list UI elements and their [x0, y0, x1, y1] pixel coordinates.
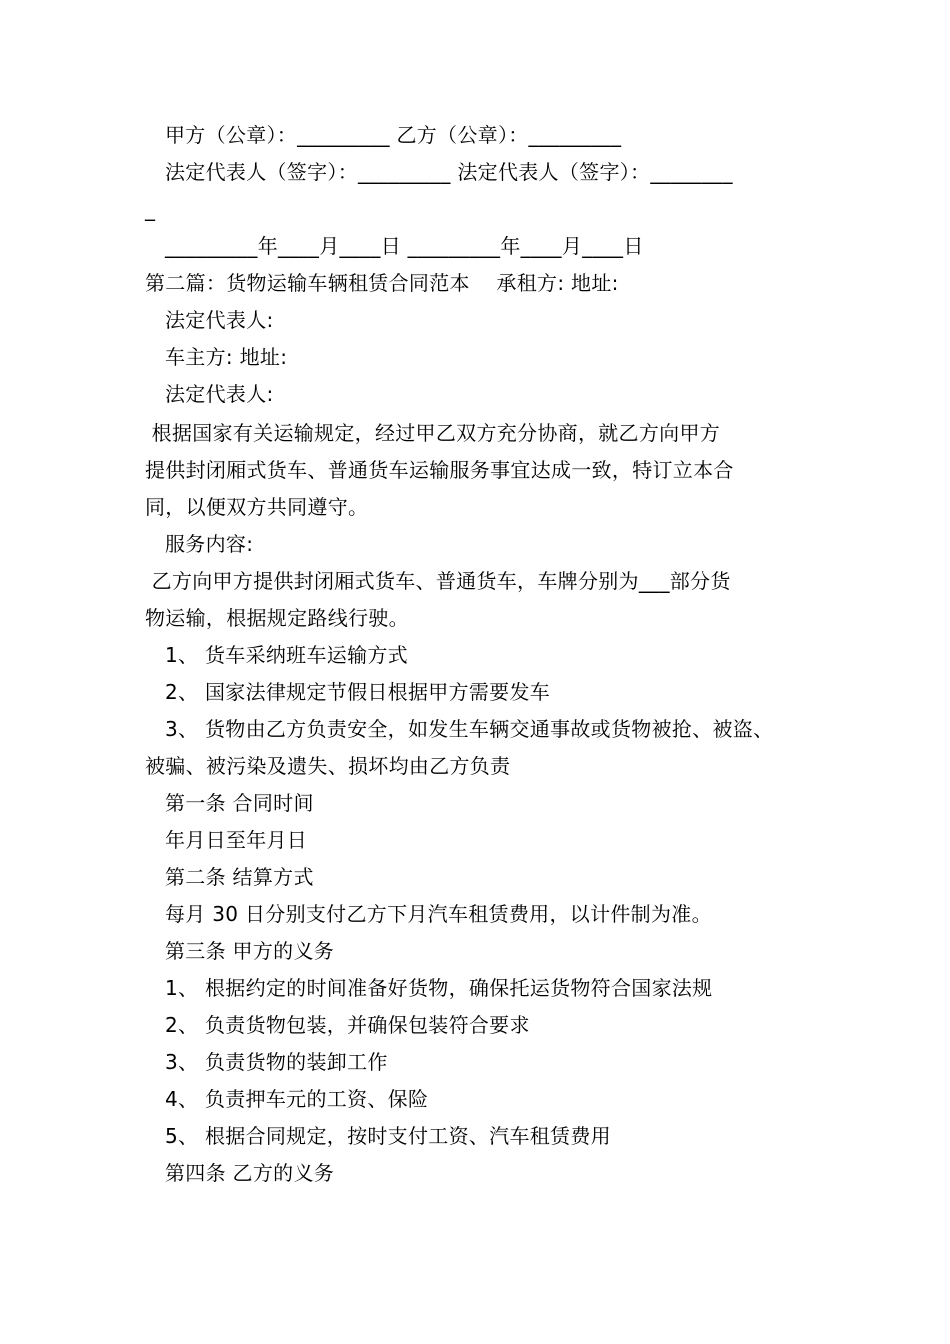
owner-representative: 法定代表人: — [165, 382, 274, 406]
date-line: _________年____月____日 _________年____月____日 — [165, 234, 644, 258]
owner-address: 车主方: 地址: — [165, 345, 288, 369]
signature-line-overflow: _ — [145, 197, 156, 221]
section-title: 第二篇：货物运输车辆租赁合同范本 承租方: 地址: — [145, 271, 619, 295]
paragraph-line: 提供封闭厢式货车、普通货车运输服务事宜达成一致，特订立本合 — [145, 458, 734, 482]
paragraph-line: 物运输，根据规定路线行驶。 — [145, 606, 409, 630]
paragraph-line: 年月日至年月日 — [165, 828, 308, 852]
lessee-representative: 法定代表人: — [165, 308, 274, 332]
article-heading: 第二条 结算方式 — [165, 865, 314, 889]
list-item: 5、 根据合同规定，按时支付工资、汽车租赁费用 — [165, 1124, 611, 1148]
representative-signature-line: 法定代表人（签字）：_________ 法定代表人（签字）：________ — [165, 160, 733, 184]
list-item: 1、 根据约定的时间准备好货物，确保托运货物符合国家法规 — [165, 976, 713, 1000]
list-item: 3、 货物由乙方负责安全，如发生车辆交通事故或货物被抢、被盗、 — [165, 717, 774, 741]
list-item: 4、 负责押车元的工资、保险 — [165, 1087, 429, 1111]
list-item: 2、 负责货物包装，并确保包装符合要求 — [165, 1013, 530, 1037]
list-item-continuation: 被骗、被污染及遗失、损坏均由乙方负责 — [145, 754, 511, 778]
list-item: 3、 负责货物的装卸工作 — [165, 1050, 388, 1074]
article-heading: 第四条 乙方的义务 — [165, 1161, 335, 1185]
list-item: 2、 国家法律规定节假日根据甲方需要发车 — [165, 680, 551, 704]
service-heading: 服务内容: — [165, 532, 254, 556]
paragraph-line: 同，以便双方共同遵守。 — [145, 495, 369, 519]
paragraph-line: 根据国家有关运输规定，经过甲乙双方充分协商，就乙方向甲方 — [145, 421, 721, 445]
paragraph-line: 每月 30 日分别支付乙方下月汽车租赁费用，以计件制为准。 — [165, 902, 712, 926]
article-heading: 第一条 合同时间 — [165, 791, 314, 815]
seal-line: 甲方（公章）：_________ 乙方（公章）：_________ — [165, 123, 622, 147]
list-item: 1、 货车采纳班车运输方式 — [165, 643, 408, 667]
article-heading: 第三条 甲方的义务 — [165, 939, 335, 963]
paragraph-line: 乙方向甲方提供封闭厢式货车、普通货车，车牌分别为___部分货 — [145, 569, 731, 593]
